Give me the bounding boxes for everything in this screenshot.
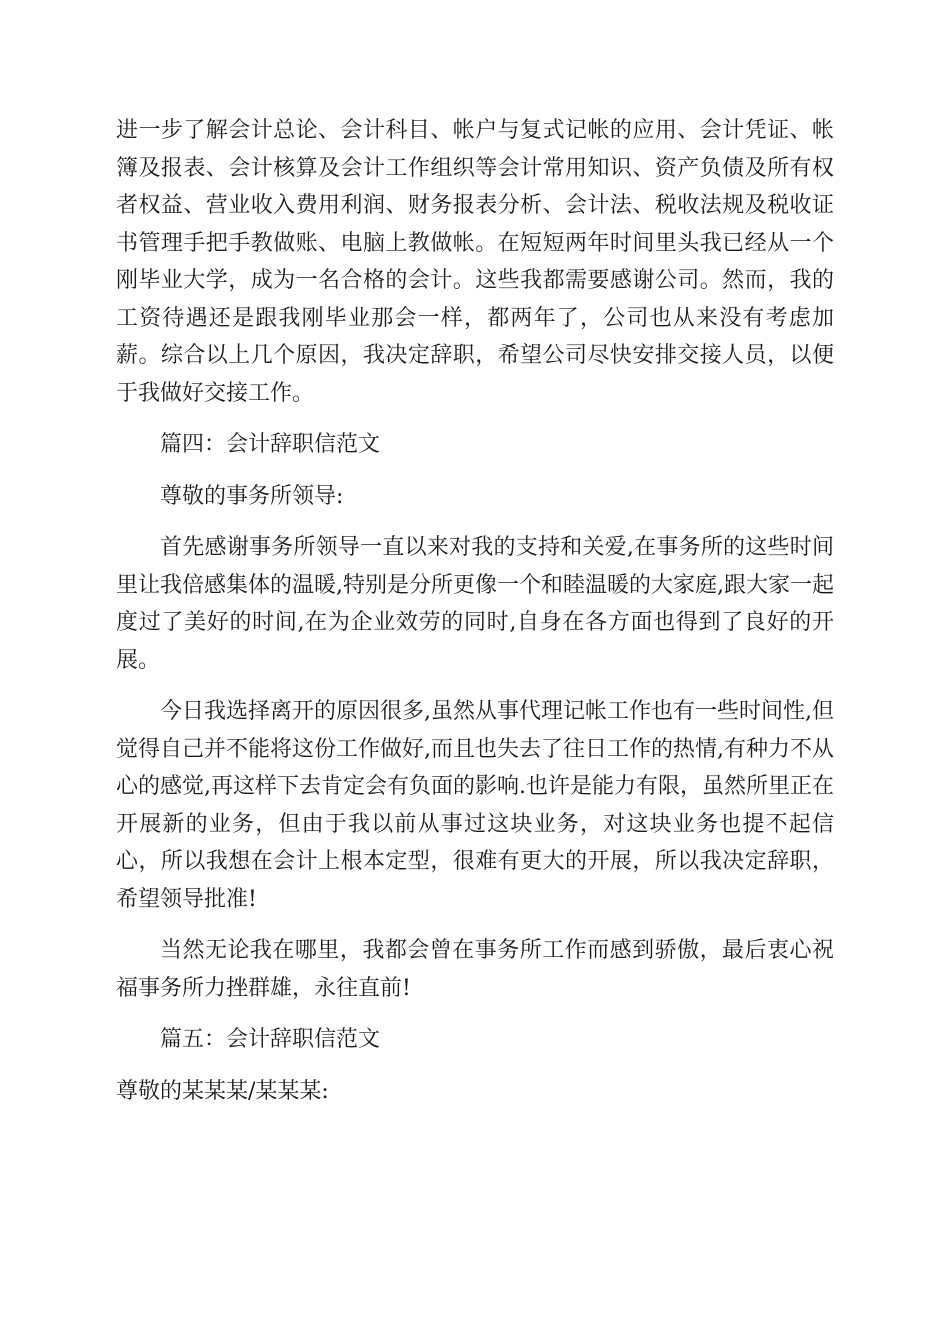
paragraph-reasons: 今日我选择离开的原因很多,虽然从事代理记帐工作也有一些时间性,但觉得自己并不能将这份工作做好,而且也失去了往日工作的热情,有种力不从心的感觉,再这样下去肯定会有负面的影响.也许是能力有限，虽然所里正在开展新的业务，但由于我以前从事过这块业务，对这块业务也提不起信心，所以我想在会计上根本定型，很难有更大的开展，所以我决定辞职，希望领导批准! bbox=[116, 699, 834, 912]
paragraph-closing-wishes: 当然无论我在哪里，我都会曾在事务所工作而感到骄傲，最后衷心祝福事务所力挫群雄，永往直前! bbox=[116, 938, 834, 1001]
salutation-someone: 尊敬的某某某/某某某: bbox=[116, 1078, 329, 1104]
section-heading-4: 篇四：会计辞职信范文 bbox=[160, 432, 381, 457]
salutation-firm-leaders: 尊敬的事务所领导: bbox=[160, 483, 344, 509]
paragraph-thanks: 首先感谢事务所领导一直以来对我的支持和关爱,在事务所的这些时间里让我倍感集体的温暖,特别是分所更像一个和睦温暖的大家庭,跟大家一起度过了美好的时间,在为企业效劳的同时,自身在各方面也得到了良好的开展。 bbox=[116, 535, 834, 673]
paragraph-intro-continued: 进一步了解会计总论、会计科目、帐户与复式记帐的应用、会计凭证、帐簿及报表、会计核算及会计工作组织等会计常用知识、资产负债及所有权者权益、营业收入费用利润、财务报表分析、会计法、税收法规及税收证书管理手把手教做账、电脑上教做帐。在短短两年时间里头我已经从一个刚毕业大学，成为一名合格的会计。这些我都需要感谢公司。然而，我的工资待遇还是跟我刚毕业那会一样，都两年了，公司也从来没有考虑加薪。综合以上几个原因，我决定辞职，希望公司尽快安排交接人员，以便于我做好交接工作。 bbox=[116, 118, 834, 406]
document-page bbox=[116, 112, 834, 1110]
section-heading-5: 篇五：会计辞职信范文 bbox=[160, 1027, 381, 1052]
